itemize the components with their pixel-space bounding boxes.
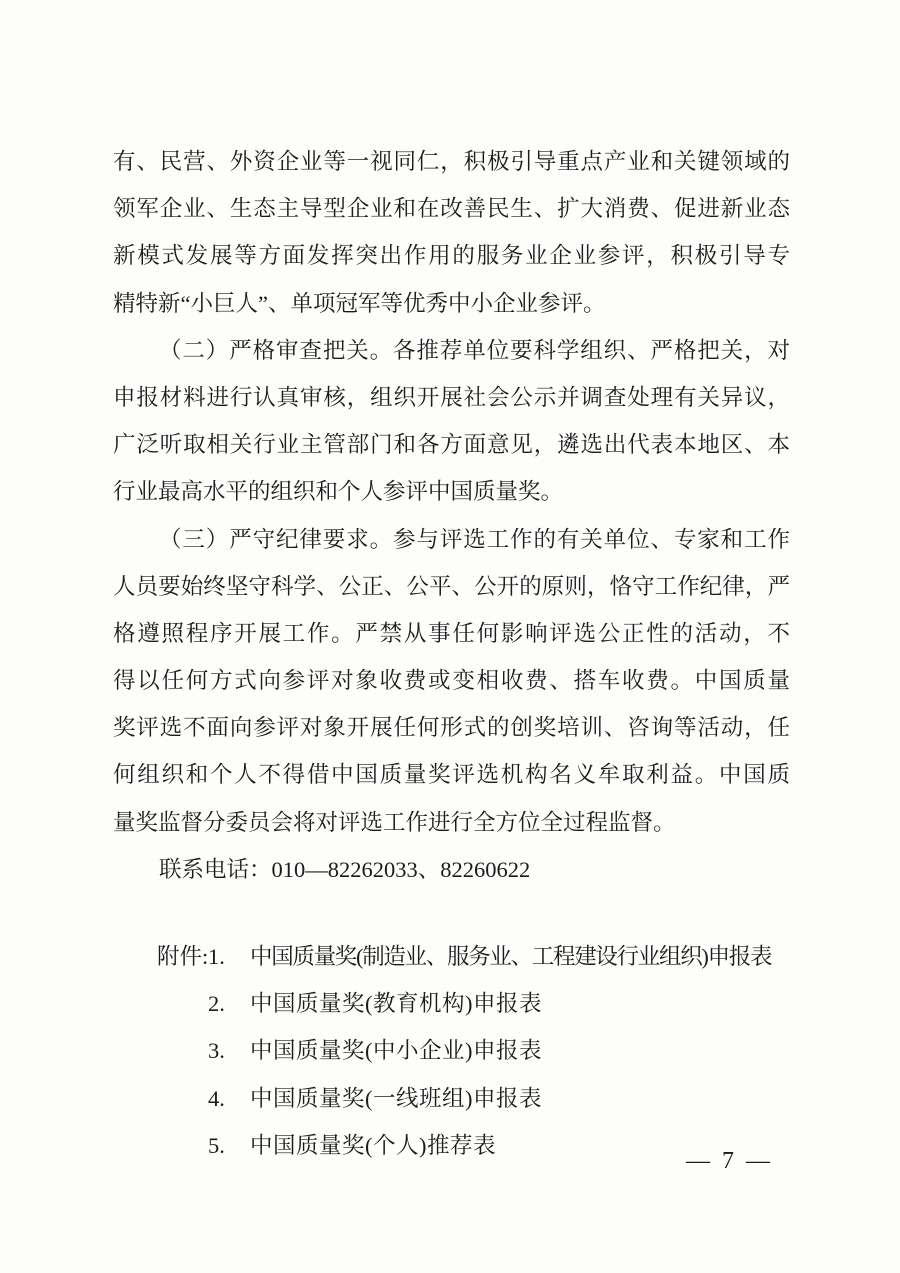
- body-line: 联系电话：010—82262033、82260622: [159, 856, 531, 882]
- attachments-list: [208, 933, 771, 1169]
- attachment-number: 5.: [208, 1132, 225, 1158]
- body-line: 新模式发展等方面发挥突出作用的服务业企业参评，积极引导专: [113, 243, 790, 269]
- body-line: （二）严格审查把关。各推荐单位要科学组织、严格把关，对: [159, 337, 790, 363]
- attachment-title: 中国质量奖(制造业、服务业、工程建设行业组织)申报表: [250, 944, 772, 969]
- attachment-title: 中国质量奖(个人)推荐表: [250, 1132, 496, 1158]
- attachment-title: 中国质量奖(教育机构)申报表: [250, 991, 542, 1017]
- attachment-title: 中国质量奖(一线班组)申报表: [250, 1085, 542, 1111]
- attachment-number: 3.: [208, 1038, 225, 1064]
- body-line: 人员要始终坚守科学、公正、公平、公开的原则，恪守工作纪律，严: [113, 573, 790, 599]
- attachment-item: [208, 1075, 771, 1122]
- page-number: — 7 —: [686, 1148, 773, 1174]
- attachment-item: [208, 1027, 771, 1074]
- document-body: [113, 138, 790, 893]
- body-line: 量奖监督分委员会将对评选工作进行全方位全过程监督。: [113, 809, 676, 835]
- attachment-number: 2.: [208, 991, 225, 1017]
- body-line: 广泛听取相关行业主管部门和各方面意见，遴选出代表本地区、本: [113, 432, 790, 458]
- body-line: 格遵照程序开展工作。严禁从事任何影响评选公正性的活动，不: [113, 620, 790, 646]
- attachment-number: 1.: [208, 944, 225, 969]
- body-line: （三）严守纪律要求。参与评选工作的有关单位、专家和工作: [159, 526, 790, 552]
- body-line: 有、民营、外资企业等一视同仁，积极引导重点产业和关键领域的: [113, 149, 790, 174]
- body-line: 何组织和个人不得借中国质量奖评选机构名义牟取利益。中国质: [113, 762, 790, 788]
- body-line: 行业最高水平的组织和个人参评中国质量奖。: [113, 479, 564, 505]
- body-line: 得以任何方式向参评对象收费或变相收费、搭车收费。中国质量: [113, 668, 790, 694]
- body-line: 领军企业、生态主导型企业和在改善民生、扩大消费、促进新业态: [113, 196, 790, 222]
- attachments-label: 附件:: [157, 944, 209, 969]
- body-line: 申报材料进行认真审核，组织开展社会公示并调查处理有关异议，: [113, 384, 790, 410]
- body-line: 精特新“小巨人”、单项冠军等优秀中小企业参评。: [113, 290, 606, 316]
- attachment-number: 4.: [208, 1085, 225, 1111]
- body-line: 奖评选不面向参评对象开展任何形式的创奖培训、咨询等活动，任: [113, 715, 790, 741]
- attachment-item: [208, 933, 771, 980]
- attachment-item: [208, 980, 771, 1027]
- attachment-title: 中国质量奖(中小企业)申报表: [250, 1038, 542, 1064]
